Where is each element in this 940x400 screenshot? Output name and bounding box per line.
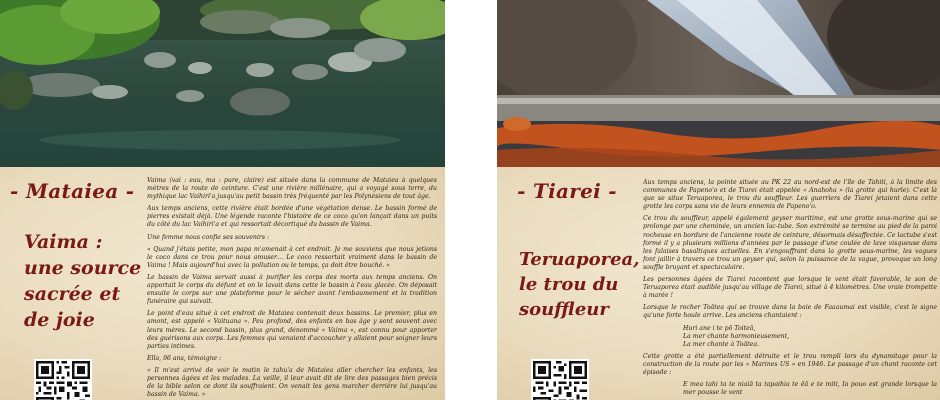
- qr-code-icon: [533, 361, 587, 400]
- tiarei-text-area: [497, 167, 940, 400]
- chant-line: Huri ane i te pō Toiteā,: [683, 324, 756, 332]
- body-paragraph: « Il m'est arrivé de voir le matin le tahu'a de Mataiea aller chercher les enfants, les personnes âgées et les malades. La veille, il leur avait dit de lire des passages bien précis de la bible selon ce dont ils souffraient. On venait les gens marcher derrière lui jusqu'au bassin de Vaima. »: [147, 366, 437, 399]
- body-paragraph: Ce trou du souffleur, appelé également geyser maritime, est une grotte sous-marine qui se prolonge par une cheminée, un ancien lac-tube. Son extrémité se termine au pied de la paroi rocheuse en bordure de l'ancienne route de ceinture, désormais désaffectée. Ce lactube s'est formé il y a plusieurs millions d'années par le passage d'une coulée de lave visqueuse dans les falaises basaltiques actuelles. En s'engouffrant dans la grotte sous-marine, les vagues font jaillir à travers ce trou un geyser qui, selon la puissance de la vague, provoque un long souffle bruyant et spectaculaire.: [643, 215, 937, 271]
- body-paragraph: Une femme nous confie ses souvenirs :: [147, 233, 270, 241]
- qr-code[interactable]: [531, 359, 589, 400]
- mataiea-text-area: [0, 167, 445, 400]
- qr-code-icon: [36, 361, 90, 400]
- body-paragraph: Aux temps anciens, la pointe située au PK 22 au nord-est de l'île de Tahiti, à la limite des communes de Papeno'o et de Tiarei était appelée « Anahoha » (la grotte qui hurle). C'est là que se situe Teruaporea, le trou du souffleur. Les guerriers de Tiarei jetaient dans cette grotte les corps sans vie de leurs ennemis de Papeno'o.: [643, 179, 937, 211]
- vaima-pool-image: [0, 0, 445, 167]
- vaima-pool-photo: [0, 0, 445, 167]
- body-paragraph: Le bassin de Vaima servait aussi à purifier les corps des morts aux temps anciens. On apportait le corps du défunt et on le lavait dans cette le bassin à l'eau glacée. On déposait ensuite le corps sur une plateforme pour le sécher avant l'embaumement et la tradition funéraire qui suivait.: [147, 273, 437, 306]
- article-body: [147, 177, 437, 400]
- chant-line: La mer chante harmonieusement,: [683, 332, 790, 340]
- mataiea-panel: [0, 0, 445, 400]
- blowhole-photo: [497, 0, 940, 167]
- tiarei-panel: [497, 0, 940, 400]
- body-paragraph: Ella, 96 ans, témoigne :: [147, 354, 222, 362]
- chant-line: E mea tahi ta te niaiā ta tapaihia te ēā e te miti, Ia pouo est grande lorsque la mer pousse le vent: [683, 381, 937, 397]
- chant-line: La mer chante à Toātea.: [683, 340, 759, 348]
- body-paragraph: Aux temps anciens, cette rivière était bordée d'une végétation dense. Le bassin formé de pierres existait déjà. Une légende raconte l'histoire de ce coco qu'on lançait dans un puits du côté du lac Vaihiri'a et qui ressortait décortiqué du bassin de Vaima.: [147, 205, 437, 229]
- body-paragraph: Vaima (vai : eau, ma : pure, claire) est située dans la commune de Mataiea à quelques mètres de la route de ceinture. C'est une rivière millénaire, qui a voyagé sous terre, du mythique lac Vaihiri'a jusqu'au petit bassin très fréquenté par les Polynésiens de tout âge.: [147, 177, 437, 201]
- body-paragraph: « Quand j'étais petite, mon papa m'amenait à cet endroit. Je me souviens que nous jetions le coco dans ce trou pour nous amuser… Le coco ressortait vraiment dans le bassin de Vaima ! Mais aujourd'hui avec la pollution ou le temps, ça doit être bouché. »: [147, 245, 437, 269]
- article-headline: Teruaporea, le trou du souffleur: [519, 249, 640, 320]
- body-paragraph: Les personnes âgées de Tiarei racontent que lorsque le vent était favorable, le son de Teruaporea était audible jusqu'au village de Tiarei, situé à 4 kilomètres. Une vraie trompette à marée !: [643, 276, 937, 300]
- body-paragraph: Lorsque le rocher Toātea qui se trouve dans la baie de Faaaumai est visible, c'est le signe qu'une forte houle arrive. Les anciens chantaient :: [643, 304, 937, 320]
- body-paragraph: Le point d'eau situé à cet endroit de Mataiea contenait deux bassins. Le premier, plus en amont, est appelé « Vaituana ». Peu profond, des enfants en bas âge y sont souvent avec leurs mères. Le second bassin, plus grand, dénommé « Vaima », est connu pour apporter des guérisons aux corps. Les femmes qui venaient d'accoucher y allaient pour soigner leurs parties intimes.: [147, 310, 437, 350]
- article-body: [643, 179, 937, 400]
- article-headline: Vaima : une source sacrée et de joie: [24, 231, 142, 331]
- district-title: - Tiarei -: [517, 179, 617, 203]
- blowhole-image: [497, 0, 940, 167]
- district-title: - Mataiea -: [10, 179, 135, 203]
- qr-code[interactable]: [34, 359, 92, 400]
- body-paragraph: Cette grotte a été partiellement détruite et le trou rempli lors du dynamitage pour la construction de la route par les « Marines US » en 1946. Le passage d'un chant raconte cet épisode :: [643, 352, 937, 376]
